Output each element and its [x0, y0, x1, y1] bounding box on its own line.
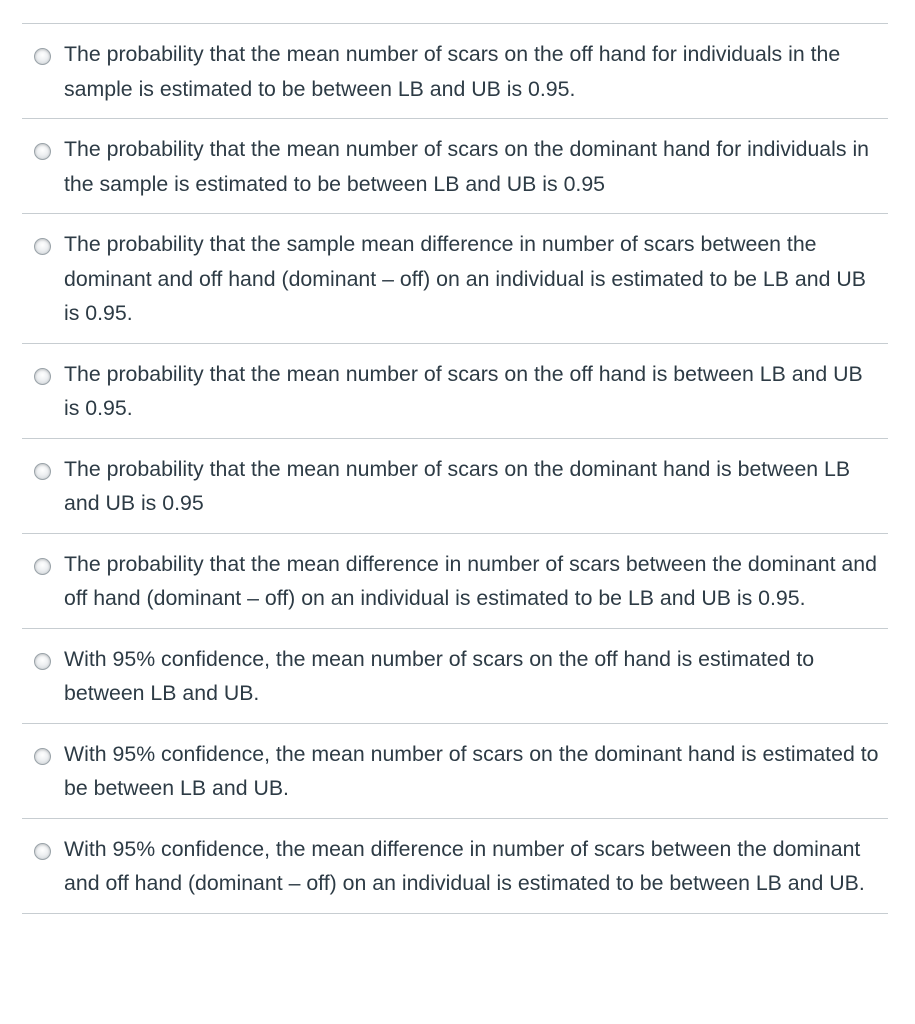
radio-button[interactable] [34, 143, 51, 160]
answer-option-label[interactable]: The probability that the mean number of scars on the off hand for individuals in the sample is estimated to be between LB and UB is 0.95. [64, 42, 841, 101]
answer-options-list [22, 23, 888, 914]
radio-button[interactable] [34, 558, 51, 575]
radio-button[interactable] [34, 48, 51, 65]
answer-option-7[interactable] [22, 629, 888, 724]
radio-button[interactable] [34, 238, 51, 255]
radio-button[interactable] [34, 368, 51, 385]
answer-option-label[interactable]: With 95% confidence, the mean number of scars on the dominant hand is estimated to be between LB and UB. [64, 741, 879, 800]
answer-option-4[interactable] [22, 344, 888, 439]
answer-option-label[interactable]: With 95% confidence, the mean difference in number of scars between the dominant and off hand (dominant – off) on an individual is estimated to be between LB and UB. [64, 836, 865, 895]
radio-button[interactable] [34, 843, 51, 860]
answer-option-3[interactable] [22, 214, 888, 344]
radio-button[interactable] [34, 463, 51, 480]
radio-button[interactable] [34, 748, 51, 765]
answer-option-label[interactable]: The probability that the mean number of scars on the dominant hand is between LB and UB is 0.95 [64, 456, 851, 515]
answer-option-label[interactable]: The probability that the mean number of scars on the dominant hand for individuals in the sample is estimated to be between LB and UB is 0.95 [64, 137, 870, 196]
answer-option-1[interactable] [22, 24, 888, 119]
radio-button[interactable] [34, 653, 51, 670]
answer-option-label[interactable]: With 95% confidence, the mean number of scars on the off hand is estimated to between LB and UB. [64, 646, 815, 705]
answer-option-5[interactable] [22, 439, 888, 534]
answer-option-label[interactable]: The probability that the mean number of scars on the off hand is between LB and UB is 0.95. [64, 361, 863, 420]
answer-option-2[interactable] [22, 119, 888, 214]
answer-option-8[interactable] [22, 724, 888, 819]
answer-option-label[interactable]: The probability that the mean difference in number of scars between the dominant and off hand (dominant – off) on an individual is estimated to be LB and UB is 0.95. [64, 551, 877, 610]
answer-option-label[interactable]: The probability that the sample mean difference in number of scars between the dominant and off hand (dominant – off) on an individual is estimated to be LB and UB is 0.95. [64, 232, 866, 325]
answer-option-9[interactable] [22, 819, 888, 914]
answer-option-6[interactable] [22, 534, 888, 629]
